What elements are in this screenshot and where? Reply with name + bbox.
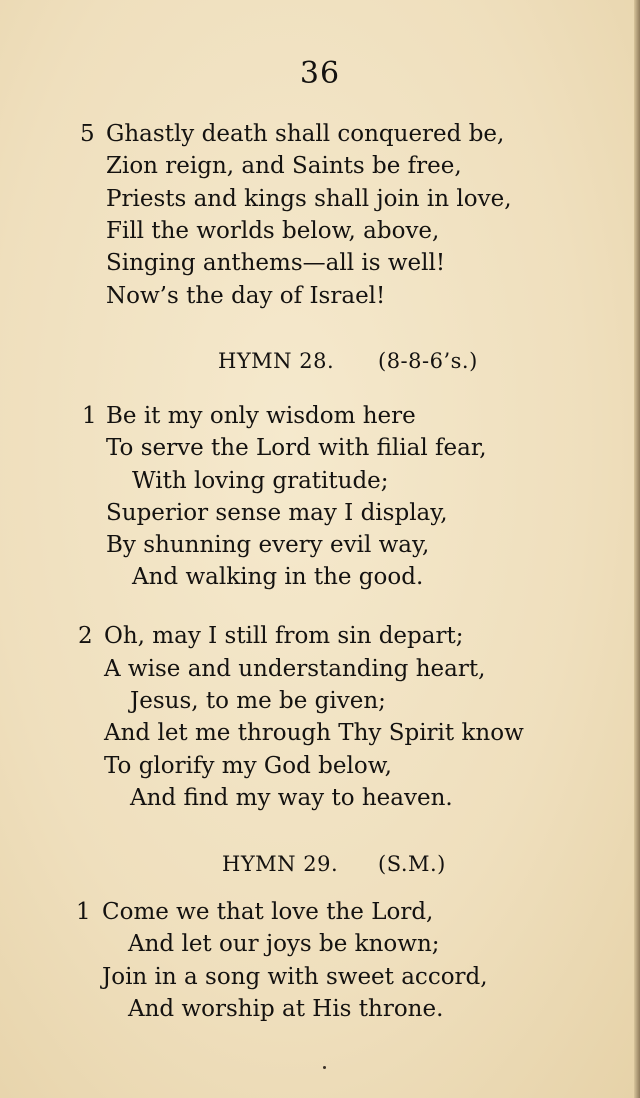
verse-line: Priests and kings shall join in love, [106,186,512,212]
verse-line: Join in a song with sweet accord, [102,964,488,990]
hymn-meter: (8-8-6’s.) [378,349,478,373]
verse-line: Ghastly death shall conquered be, [106,121,505,147]
verse-line: Be it my only wisdom here [106,403,416,429]
verse-line: By shunning every evil way, [106,532,430,558]
verse-line: Fill the worlds below, above, [106,218,440,244]
verse-number: 5 [80,121,95,147]
verse-line: Come we that love the Lord, [102,899,434,925]
verse-line: Zion reign, and Saints be free, [106,153,462,179]
verse-line: With loving gratitude; [132,468,389,494]
page-edge-shadow [634,0,640,1098]
verse-line: And worship at His throne. [128,996,444,1022]
verse-line: Superior sense may I display, [106,500,448,526]
verse-line: A wise and understanding heart, [104,656,486,682]
hymn-heading: HYMN 29. [222,852,339,876]
verse-line: Now’s the day of Israel! [106,283,386,309]
verse-line: And let me through Thy Spirit know [104,720,524,746]
hymn-meter: (S.M.) [378,852,446,876]
verse-line: And let our joys be known; [128,931,440,957]
print-speck [323,1066,326,1069]
verse-number: 2 [78,623,93,649]
verse-line: And find my way to heaven. [130,785,453,811]
verse-line: And walking in the good. [132,564,424,590]
verse-line: Oh, may I still from sin depart; [104,623,464,649]
page-number: 36 [299,56,341,91]
verse-number: 1 [82,403,97,429]
verse-line: Singing anthems—all is well! [106,250,446,276]
verse-line: Jesus, to me be given; [130,688,386,714]
verse-line: To serve the Lord with filial fear, [106,435,487,461]
verse-line: To glorify my God below, [104,753,392,779]
hymn-heading: HYMN 28. [218,349,335,373]
verse-number: 1 [76,899,91,925]
